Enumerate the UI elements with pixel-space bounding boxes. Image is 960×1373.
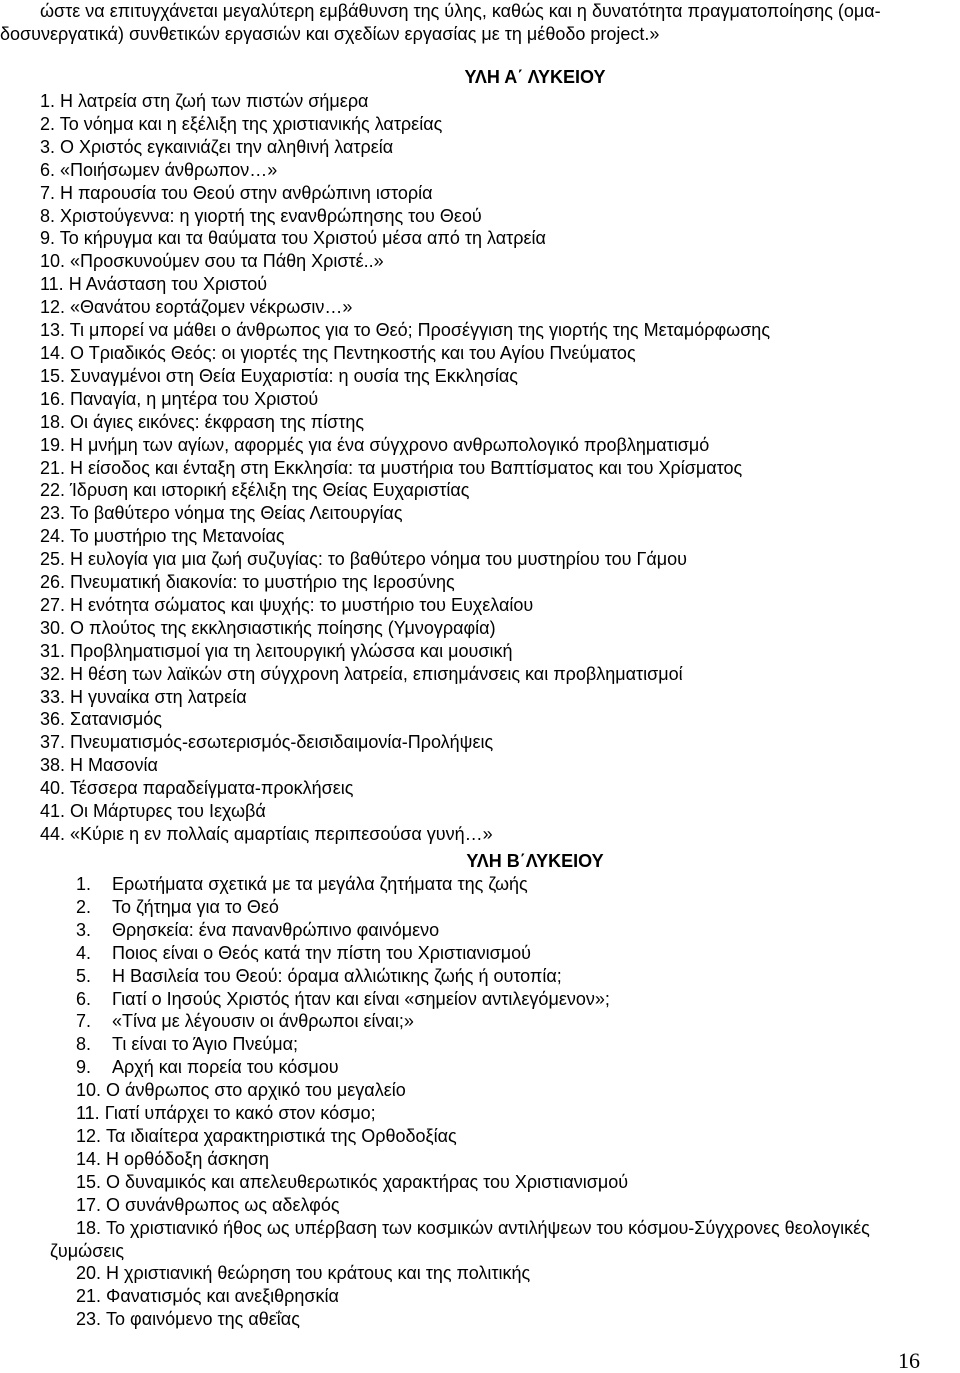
list-item: 24. Το μυστήριο της Μετανοίας [40, 526, 285, 547]
list-item [76, 873, 870, 896]
list-item [76, 896, 870, 919]
list-item-number: 23. [76, 1309, 102, 1330]
list-item [76, 988, 870, 1011]
list-item: 18. Οι άγιες εικόνες: έκφραση της πίστης [40, 411, 365, 432]
list-item-text: Αρχή και πορεία του κόσμου [112, 1057, 339, 1078]
list-item: 3. Ο Χριστός εγκαινιάζει την αληθινή λατρεία [40, 136, 394, 157]
list-item-number: 9. [76, 1057, 92, 1078]
list-item-text: Το φαινόμενο της αθεΐας [106, 1309, 300, 1330]
list-item [76, 965, 870, 988]
list-item-number: 8. [76, 1034, 92, 1055]
list-item-text: Ο συνάνθρωπος ως αδελφός [106, 1194, 340, 1215]
list-item-text: Ο δυναμικός και απελευθερωτικός χαρακτήρας του Χριστιανισμού [106, 1171, 629, 1192]
list-item [76, 942, 870, 965]
list-item-text: Ο άνθρωπος στο αρχικό του μεγαλείο [106, 1080, 406, 1101]
list-item-text: Γιατί ο Ιησούς Χριστός ήταν και είναι «σημείον αντιλεγόμενον»; [112, 988, 610, 1009]
list-item [76, 1056, 870, 1079]
list-item [76, 1102, 870, 1125]
list-item: 6. «Ποιήσωμεν άνθρωπον…» [40, 159, 278, 180]
list-item [76, 1033, 870, 1056]
list-item-number: 4. [76, 942, 92, 963]
list-item: 44. «Κύριε η εν πολλαίς αμαρτίαις περιπεσούσα γυνή…» [40, 824, 493, 844]
list-item-number: 21. [76, 1286, 102, 1307]
list-item: 36. Σατανισμός [40, 709, 162, 730]
list-item: 21. Η είσοδος και ένταξη στη Εκκλησία: τα μυστήρια του Βαπτίσματος και του Χρίσματος [40, 457, 743, 478]
list-item: 11. Η Ανάσταση του Χριστού [40, 274, 268, 295]
intro-line-2: δοσυνεργατικά) συνθετικών εργασιών και σχεδίων εργασίας με τη μέθοδο project.» [0, 23, 660, 44]
list-item [76, 1194, 870, 1217]
list-item-number: 10. [76, 1080, 102, 1101]
list-item-text: Θρησκεία: ένα πανανθρώπινο φαινόμενο [112, 919, 440, 940]
list-item-number: 6. [76, 988, 92, 1009]
list-item [76, 919, 870, 942]
section-a-list [40, 90, 770, 846]
list-item-text: Η Βασιλεία του Θεού: όραμα αλλιώτικης ζωής ή ουτοπία; [112, 965, 562, 986]
list-item-text: Ποιος είναι ο Θεός κατά την πίστη του Χριστιανισμού [112, 942, 531, 963]
list-item-number: 7. [76, 1011, 92, 1032]
list-item [76, 1010, 870, 1033]
list-item-number: 5. [76, 965, 92, 986]
list-item: 41. Οι Μάρτυρες του Ιεχωβά [40, 801, 266, 822]
list-item-text: Φανατισμός και ανεξιθρησκία [106, 1286, 339, 1307]
list-item: 9. Το κήρυγμα και τα θαύματα του Χριστού μέσα από τη λατρεία [40, 228, 546, 249]
list-item: 8. Χριστούγεννα: η γιορτή της ενανθρώπησης του Θεού [40, 205, 482, 226]
list-item: 2. Το νόημα και η εξέλιξη της χριστιανικής λατρείας [40, 113, 443, 134]
list-item-text: Η χριστιανική θεώρηση του κράτους και της πολιτικής [106, 1263, 531, 1284]
list-item [76, 1262, 870, 1285]
intro-line-1: ώστε να επιτυγχάνεται μεγαλύτερη εμβάθυνση της ύλης, καθώς και η δυνατότητα πραγματοποίησης (ομα- [40, 1, 881, 21]
list-item-number: 14. [76, 1148, 102, 1169]
heading-section-b: ΥΛΗ Β΄ΛΥΚΕΙΟΥ [466, 851, 604, 871]
page-number: 16 [898, 1348, 920, 1373]
list-item [76, 1308, 870, 1331]
list-item [76, 1285, 870, 1308]
list-item: 31. Προβληματισμοί για τη λειτουργική γλώσσα και μουσική [40, 640, 513, 661]
list-item-number: 1. [76, 874, 92, 894]
list-item-text: «Τίνα με λέγουσιν οι άνθρωποι είναι;» [112, 1011, 414, 1032]
list-item [76, 1148, 870, 1171]
list-item-continuation: ζυμώσεις [50, 1240, 125, 1261]
list-item-number: 20. [76, 1263, 102, 1284]
list-item: 22. Ίδρυση και ιστορική εξέλιξη της Θείας Ευχαριστίας [40, 480, 470, 501]
list-item: 32. Η θέση των λαϊκών στη σύγχρονη λατρεία, επισημάνσεις και προβληματισμοί [40, 663, 683, 684]
list-item-number: 17. [76, 1194, 102, 1215]
list-item-text: Ερωτήματα σχετικά με τα μεγάλα ζητήματα της ζωής [112, 874, 528, 894]
list-item: 15. Συναγμένοι στη Θεία Ευχαριστία: η ουσία της Εκκλησίας [40, 365, 518, 386]
list-item-text: Τι είναι το Άγιο Πνεύμα; [112, 1034, 298, 1055]
list-item: 1. Η λατρεία στη ζωή των πιστών σήμερα [40, 91, 369, 111]
list-item: 27. Η ενότητα σώματος και ψυχής: το μυστήριο του Ευχελαίου [40, 594, 534, 615]
list-item-text: Γιατί υπάρχει το κακό στον κόσμο; [104, 1103, 376, 1124]
list-item: 12. «Θανάτου εορτάζομεν νέκρωσιν…» [40, 297, 353, 318]
list-item-number: 12. [76, 1125, 102, 1146]
list-item-number: 11. [76, 1103, 100, 1124]
list-item: 13. Τι μπορεί να μάθει ο άνθρωπος για το Θεό; Προσέγγιση της γιορτής της Μεταμόρφωσης [40, 320, 770, 341]
list-item: 40. Τέσσερα παραδείγματα-προκλήσεις [40, 778, 354, 799]
list-item: 10. «Προσκυνούμεν σου τα Πάθη Χριστέ..» [40, 251, 384, 272]
list-item: 19. Η μνήμη των αγίων, αφορμές για ένα σύγχρονο ανθρωπολογικό προβληματισμό [40, 434, 710, 455]
list-item: 16. Παναγία, η μητέρα του Χριστού [40, 388, 319, 409]
section-b-list [50, 873, 870, 1331]
list-item-text: Το χριστιανικό ήθος ως υπέρβαση των κοσμικών αντιλήψεων του κόσμου-Σύγχρονες θεολογικές [106, 1217, 870, 1238]
heading-section-a: ΥΛΗ Α΄ ΛΥΚΕΙΟΥ [464, 67, 606, 87]
list-item-text: Η ορθόδοξη άσκηση [106, 1148, 270, 1169]
list-item-number: 3. [76, 919, 92, 940]
list-item-text: Το ζήτημα για το Θεό [112, 896, 279, 917]
list-item-number: 18. [76, 1217, 102, 1238]
list-item-number: 15. [76, 1171, 102, 1192]
list-item: 25. Η ευλογία για μια ζωή συζυγίας: το βαθύτερο νόημα του μυστηρίου του Γάμου [40, 549, 688, 570]
list-item [76, 1125, 870, 1148]
list-item: 7. Η παρουσία του Θεού στην ανθρώπινη ιστορία [40, 182, 433, 203]
list-item-text: Τα ιδιαίτερα χαρακτηριστικά της Ορθοδοξίας [106, 1125, 457, 1146]
list-item: 14. Ο Τριαδικός Θεός: οι γιορτές της Πεντηκοστής και του Αγίου Πνεύματος [40, 342, 636, 363]
list-item [50, 1217, 870, 1263]
list-item: 30. Ο πλούτος της εκκλησιαστικής ποίησης (Υμνογραφία) [40, 617, 496, 638]
list-item: 23. Το βαθύτερο νόημα της Θείας Λειτουργίας [40, 503, 403, 524]
list-item: 37. Πνευματισμός-εσωτερισμός-δεισιδαιμονία-Προλήψεις [40, 732, 494, 753]
list-item: 38. Η Μασονία [40, 755, 158, 776]
intro-paragraph [0, 0, 960, 46]
list-item [76, 1079, 870, 1102]
list-item: 26. Πνευματική διακονία: το μυστήριο της Ιεροσύνης [40, 572, 455, 593]
list-item: 33. Η γυναίκα στη λατρεία [40, 686, 247, 707]
list-item-number: 2. [76, 896, 92, 917]
list-item [76, 1171, 870, 1194]
